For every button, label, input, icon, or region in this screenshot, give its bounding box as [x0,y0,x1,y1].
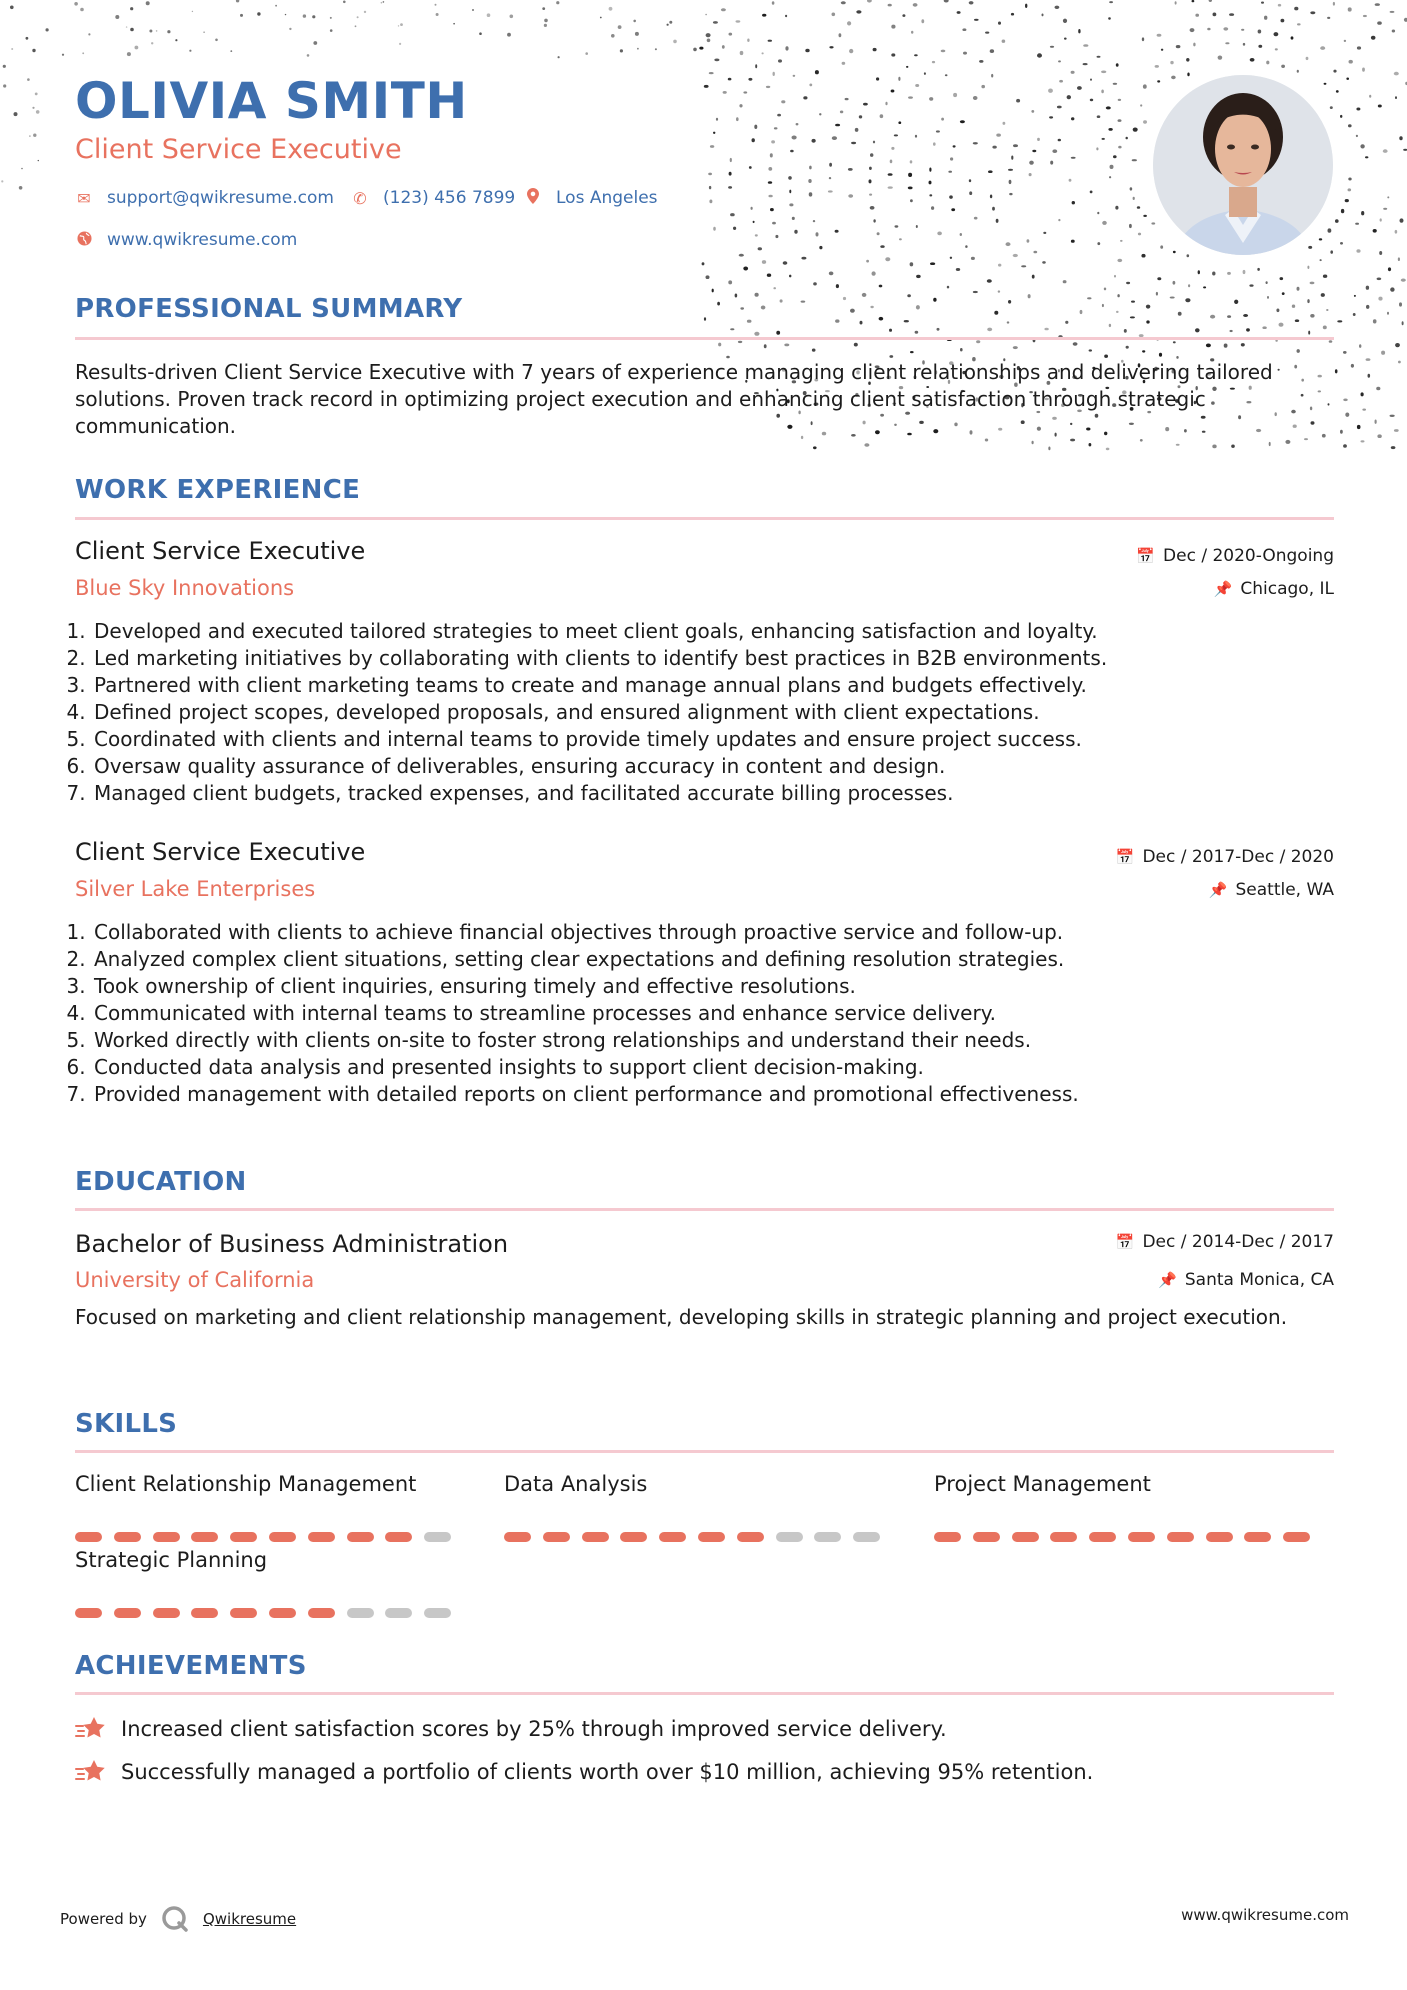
list-item: 1. Collaborated with clients to achieve financial objectives through proactive service and follow-up. [92,919,1352,946]
skill-dash-filled [1244,1532,1271,1542]
skill-dash-empty [424,1608,451,1618]
email-contact[interactable] [75,188,334,208]
skill-project-management [934,1472,1334,1496]
skill-dash-empty [814,1532,841,1542]
job-2-title: Client Service Executive [75,838,366,866]
skill-dash-filled [269,1608,296,1618]
skill-dash-filled [543,1532,570,1542]
list-item: 3. Took ownership of client inquiries, ensuring timely and effective resolutions. [92,973,1352,1000]
skill-label: Data Analysis [504,1472,648,1496]
skill-label: Strategic Planning [75,1548,268,1572]
skill-dash-filled [308,1608,335,1618]
list-item: 7. Provided management with detailed reports on client performance and promotional effectiveness. [92,1081,1352,1108]
skill-dash-filled [1012,1532,1039,1542]
education-location [1158,1270,1334,1290]
footer-powered-by [60,1905,296,1933]
skill-dash-filled [153,1532,180,1542]
job-1-date-text: Dec / 2020-Ongoing [1163,546,1334,566]
job-2-location [1209,880,1334,900]
job-2-bullets [75,919,1352,1108]
education-description: Focused on marketing and client relationship management, developing skills in strategic planning and project execution. [75,1305,1288,1329]
phone-contact[interactable] [351,188,515,208]
skill-dash-filled [191,1532,218,1542]
skill-data-analysis [504,1472,904,1496]
skill-dash-filled [504,1532,531,1542]
summary-divider [75,337,1334,340]
job-2-location-text: Seattle, WA [1235,880,1334,900]
skill-dash-filled [75,1608,102,1618]
job-1-title: Client Service Executive [75,537,366,565]
summary-text: Results-driven Client Service Executive with 7 years of experience managing client relationships and delivering tailored solutions. Proven track record in optimizing project execution and enhancing client satisfaction through strategic communication. [75,360,1273,438]
list-item: 6. Oversaw quality assurance of deliverables, ensuring accuracy in content and design. [92,753,1352,780]
shooting-star-icon [75,1714,107,1744]
list-item: 5. Worked directly with clients on-site to foster strong relationships and understand their needs. [92,1027,1352,1054]
website-contact[interactable] [75,230,297,250]
summary-heading: PROFESSIONAL SUMMARY [75,294,463,324]
skill-dash-filled [114,1532,141,1542]
skill-dash-empty [385,1608,412,1618]
education-date [1116,1232,1334,1252]
achievement-text: Increased client satisfaction scores by 25% through improved service delivery. [121,1717,947,1741]
list-item: 4. Defined project scopes, developed proposals, and ensured alignment with client expectations. [92,699,1352,726]
list-item: 4. Communicated with internal teams to streamline processes and enhance service delivery. [92,1000,1352,1027]
skill-dash-filled [737,1532,764,1542]
skill-dash-filled [1167,1532,1194,1542]
skill-label: Client Relationship Management [75,1472,417,1496]
experience-divider [75,517,1334,520]
job-1-location [1214,579,1334,599]
list-item: 2. Analyzed complex client situations, setting clear expectations and defining resolution strategies. [92,946,1352,973]
skill-dash-filled [191,1608,218,1618]
skills-heading: SKILLS [75,1409,178,1439]
job-2-date [1116,847,1334,867]
powered-by-label: Powered by [60,1910,147,1928]
list-item: 7. Managed client budgets, tracked expenses, and facilitated accurate billing processes. [92,780,1352,807]
skill-dash-filled [1206,1532,1233,1542]
phone-icon: ✆ [353,188,367,208]
list-item: 5. Coordinated with clients and internal teams to provide timely updates and ensure project success. [92,726,1352,753]
skill-dash-filled [582,1532,609,1542]
profile-photo [1153,75,1333,255]
email-text: support@qwikresume.com [107,188,334,208]
achievements-heading: ACHIEVEMENTS [75,1651,307,1681]
list-item: 3. Partnered with client marketing teams to create and manage annual plans and budgets effectively. [92,672,1352,699]
job-1-location-text: Chicago, IL [1240,579,1334,599]
candidate-title: Client Service Executive [75,134,402,165]
skill-dash-filled [934,1532,961,1542]
pushpin-icon: 📌 [1213,580,1233,598]
skill-dash-filled [620,1532,647,1542]
education-degree: Bachelor of Business Administration [75,1230,509,1258]
experience-heading: WORK EXPERIENCE [75,475,361,505]
skill-dash-filled [973,1532,1000,1542]
job-1-bullets [75,618,1352,807]
education-heading: EDUCATION [75,1167,247,1197]
job-1-company: Blue Sky Innovations [75,576,295,600]
phone-text: (123) 456 7899 [383,188,516,208]
skill-dash-filled [1089,1532,1116,1542]
skill-dash-filled [230,1532,257,1542]
calendar-icon: 📅 [1136,547,1156,565]
skill-dash-filled [659,1532,686,1542]
skill-dash-filled [269,1532,296,1542]
website-text: www.qwikresume.com [107,230,298,250]
job-2-date-text: Dec / 2017-Dec / 2020 [1142,847,1334,867]
achievement-item [75,1714,947,1744]
skill-dash-filled [347,1532,374,1542]
skill-strategic-planning [75,1548,475,1572]
education-school: University of California [75,1268,315,1292]
location-text: Los Angeles [556,188,658,208]
achievements-divider [75,1692,1334,1695]
job-1-date [1136,546,1334,566]
skill-dash-filled [385,1532,412,1542]
calendar-icon: 📅 [1115,848,1135,866]
skill-dash-filled [230,1608,257,1618]
envelope-icon: ✉ [77,188,91,208]
location-contact [524,188,658,208]
education-date-text: Dec / 2014-Dec / 2017 [1142,1232,1334,1252]
achievement-text: Successfully managed a portfolio of clients worth over $10 million, achieving 95% retention. [121,1760,1094,1784]
qwikresume-brand-link[interactable]: Qwikresume [202,1910,297,1928]
skill-dash-empty [853,1532,880,1542]
skill-dash-filled [1050,1532,1077,1542]
skill-dash-filled [1128,1532,1155,1542]
skill-dash-filled [114,1608,141,1618]
skill-label: Project Management [934,1472,1151,1496]
education-divider [75,1208,1334,1211]
achievement-item [75,1757,1093,1787]
job-2-company: Silver Lake Enterprises [75,877,316,901]
skill-dash-empty [776,1532,803,1542]
candidate-name: OLIVIA SMITH [75,72,468,130]
skill-dash-filled [1283,1532,1310,1542]
list-item: 1. Developed and executed tailored strategies to meet client goals, enhancing satisfaction and loyalty. [92,618,1352,645]
skill-dash-filled [75,1532,102,1542]
shooting-star-icon [75,1757,107,1787]
calendar-icon: 📅 [1115,1233,1135,1251]
skill-dash-filled [153,1608,180,1618]
globe-icon [75,231,93,250]
footer-website[interactable]: www.qwikresume.com [1181,1906,1349,1924]
education-location-text: Santa Monica, CA [1184,1270,1334,1290]
pushpin-icon: 📌 [1208,881,1228,899]
skill-dash-empty [424,1532,451,1542]
map-marker-icon [524,188,542,208]
pushpin-icon: 📌 [1158,1271,1177,1289]
qwikresume-logo-icon [161,1905,189,1933]
skill-dash-empty [347,1608,374,1618]
skill-dash-filled [308,1532,335,1542]
list-item: 2. Led marketing initiatives by collaborating with clients to identify best practices in B2B environments. [92,645,1352,672]
list-item: 6. Conducted data analysis and presented insights to support client decision-making. [92,1054,1352,1081]
skill-client-relationship-management [75,1472,475,1496]
skill-dash-filled [698,1532,725,1542]
skills-divider [75,1450,1334,1453]
